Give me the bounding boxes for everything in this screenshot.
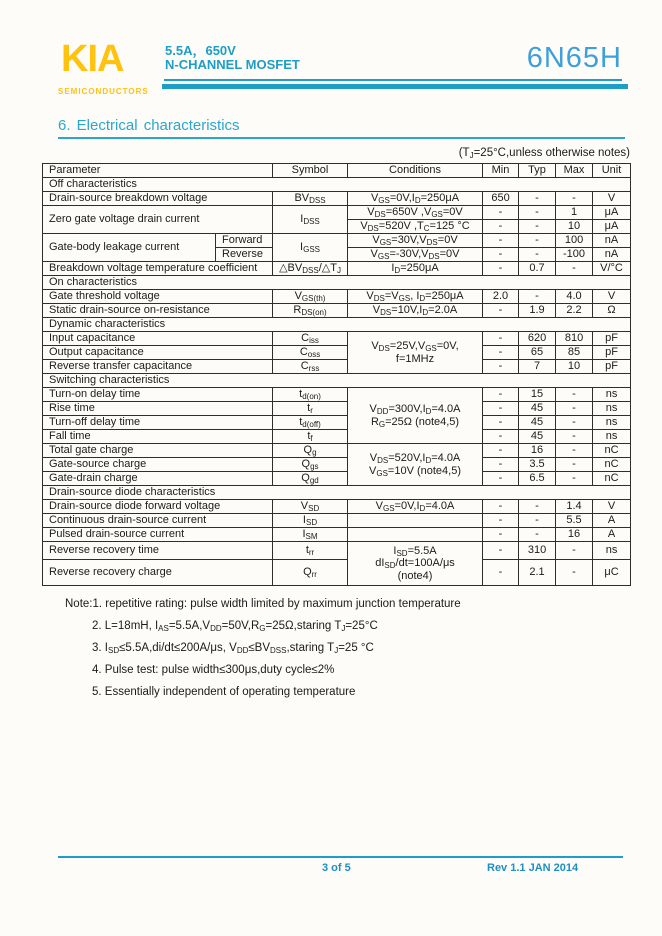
- device-type: N-CHANNEL MOSFET: [165, 57, 300, 72]
- table-row: [43, 528, 631, 542]
- typ-cell: -: [519, 192, 556, 206]
- parameter-cell: Reverse transfer capacitance: [43, 360, 273, 374]
- unit-cell: μC: [593, 560, 631, 586]
- unit-cell: nA: [593, 234, 631, 248]
- parameter-cell: Total gate charge: [43, 444, 273, 458]
- table-row: [43, 290, 631, 304]
- min-cell: -: [483, 248, 519, 262]
- parameter-cell: Gate-body leakage current: [43, 234, 216, 262]
- symbol-cell: $Q_{rr}$: [273, 560, 348, 586]
- unit-cell: μA: [593, 206, 631, 220]
- min-cell: -: [483, 514, 519, 528]
- table-row: [43, 402, 631, 416]
- symbol-cell: $t_f$: [273, 430, 348, 444]
- symbol-cell: $BV_{DSS}$: [273, 192, 348, 206]
- table-row: [43, 444, 631, 458]
- min-cell: -: [483, 560, 519, 586]
- table-row: [43, 416, 631, 430]
- max-cell: 1: [556, 206, 593, 220]
- typ-cell: -: [519, 206, 556, 220]
- max-cell: 4.0: [556, 290, 593, 304]
- table-row: [43, 500, 631, 514]
- symbol-cell: $Q_{gs}$: [273, 458, 348, 472]
- symbol-cell: $\triangle BV_{DSS}/\triangle T_J$: [273, 262, 348, 276]
- min-cell: -: [483, 304, 519, 318]
- parameter-cell: Input capacitance: [43, 332, 273, 346]
- typ-cell: 3.5: [519, 458, 556, 472]
- parameter-cell: Reverse recovery charge: [43, 560, 273, 586]
- note-line: 4. Pulse test: pulse width≤300μs,duty cycle≤2%: [92, 664, 335, 676]
- unit-cell: ns: [593, 402, 631, 416]
- conditions-cell: $V_{DD}=300V,I_D=4.0A$ $R_G=25\Omega$ (note4,5): [348, 388, 483, 444]
- parameter-cell: Rise time: [43, 402, 273, 416]
- col-header-parameter: Parameter: [43, 164, 273, 178]
- typ-cell: -: [519, 248, 556, 262]
- conditions-cell: $V_{GS}=30V,V_{DS}=0V$: [348, 234, 483, 248]
- typ-cell: -: [519, 234, 556, 248]
- max-cell: 16: [556, 528, 593, 542]
- typ-cell: 45: [519, 430, 556, 444]
- conditions-cell: $V_{GS}=-30V,V_{DS}=0V$: [348, 248, 483, 262]
- table-row: [43, 192, 631, 206]
- symbol-cell: $I_{DSS}$: [273, 206, 348, 234]
- symbol-cell: $t_r$: [273, 402, 348, 416]
- min-cell: -: [483, 444, 519, 458]
- table-row: [43, 560, 631, 586]
- parameter-cell: Turn-off delay time: [43, 416, 273, 430]
- unit-cell: pF: [593, 360, 631, 374]
- section-label: Off characteristics: [43, 178, 631, 192]
- parameter-cell: Continuous drain-source current: [43, 514, 273, 528]
- symbol-cell: $C_{iss}$: [273, 332, 348, 346]
- max-cell: -: [556, 192, 593, 206]
- symbol-cell: $V_{SD}$: [273, 500, 348, 514]
- note-line: 3. $I_{SD}\le 5.5A,di/dt\le 200A/\mu s$, $V_{DD}\le BV_{DSS},staring$ $T_J=25$ °C: [92, 642, 374, 655]
- max-cell: 810: [556, 332, 593, 346]
- parameter-cell: Pulsed drain-source current: [43, 528, 273, 542]
- min-cell: -: [483, 528, 519, 542]
- header-rule-thick: [162, 84, 628, 89]
- section-label: Switching characteristics: [43, 374, 631, 388]
- parameter-cell: Fall time: [43, 430, 273, 444]
- min-cell: -: [483, 430, 519, 444]
- parameter-sub-cell: Reverse: [216, 248, 273, 262]
- note-line: Note:1. repetitive rating: pulse width limited by maximum junction temperature: [65, 598, 461, 610]
- table-header-row: [43, 164, 631, 178]
- typ-cell: -: [519, 514, 556, 528]
- table-section-row: [43, 318, 631, 332]
- typ-cell: 15: [519, 388, 556, 402]
- max-cell: -100: [556, 248, 593, 262]
- parameter-cell: Reverse recovery time: [43, 542, 273, 560]
- table-row: [43, 346, 631, 360]
- typ-cell: 45: [519, 416, 556, 430]
- note-line: 5. Essentially independent of operating temperature: [92, 686, 356, 698]
- min-cell: -: [483, 262, 519, 276]
- unit-cell: ns: [593, 388, 631, 402]
- max-cell: -: [556, 458, 593, 472]
- min-cell: -: [483, 220, 519, 234]
- max-cell: 85: [556, 346, 593, 360]
- max-cell: 100: [556, 234, 593, 248]
- conditions-cell: $I_{SD}=5.5A$ $dI_{SD}/dt=100A/\mu s$ (note4): [348, 542, 483, 586]
- table-section-row: [43, 276, 631, 290]
- table-row: [43, 542, 631, 560]
- max-cell: 10: [556, 220, 593, 234]
- conditions-cell: $V_{DS}=520V$ $,T_C=125$ °C: [348, 220, 483, 234]
- symbol-cell: $I_{GSS}$: [273, 234, 348, 262]
- unit-cell: nC: [593, 444, 631, 458]
- conditions-cell: [348, 514, 483, 528]
- brand-logo-subtext: SEMICONDUCTORS: [58, 87, 149, 96]
- unit-cell: nC: [593, 472, 631, 486]
- table-row: [43, 332, 631, 346]
- footer-rule: [58, 856, 623, 858]
- typ-cell: 620: [519, 332, 556, 346]
- header-rule-thin: [164, 79, 622, 81]
- table-row: [43, 262, 631, 276]
- unit-cell: μA: [593, 220, 631, 234]
- symbol-cell: $t_{d(off)}$: [273, 416, 348, 430]
- typ-cell: 310: [519, 542, 556, 560]
- table-section-row: [43, 178, 631, 192]
- table-row: [43, 514, 631, 528]
- notes-block: [65, 598, 461, 708]
- table-row: [43, 234, 631, 248]
- min-cell: 650: [483, 192, 519, 206]
- symbol-cell: $V_{GS(th)}$: [273, 290, 348, 304]
- table-section-row: [43, 374, 631, 388]
- max-cell: -: [556, 472, 593, 486]
- col-header-typ: Typ: [519, 164, 556, 178]
- typ-cell: 6.5: [519, 472, 556, 486]
- min-cell: -: [483, 234, 519, 248]
- parameter-cell: Zero gate voltage drain current: [43, 206, 273, 234]
- min-cell: 2.0: [483, 290, 519, 304]
- max-cell: -: [556, 542, 593, 560]
- max-cell: 5.5: [556, 514, 593, 528]
- conditions-cell: $V_{DS}=25V,V_{GS}=0V$, f=1MHz: [348, 332, 483, 374]
- conditions-cell: $V_{DS}=650V$ $,V_{GS}=0V$: [348, 206, 483, 220]
- min-cell: -: [483, 206, 519, 220]
- section-label: Dynamic characteristics: [43, 318, 631, 332]
- symbol-cell: $t_{d(on)}$: [273, 388, 348, 402]
- max-cell: -: [556, 444, 593, 458]
- col-header-symbol: Symbol: [273, 164, 348, 178]
- table-row: [43, 472, 631, 486]
- unit-cell: ns: [593, 430, 631, 444]
- conditions-cell: $V_{GS}=0V,I_D=4.0A$: [348, 500, 483, 514]
- typ-cell: -: [519, 528, 556, 542]
- symbol-cell: $R_{DS(on)}$: [273, 304, 348, 318]
- conditions-cell: [348, 528, 483, 542]
- note-line: 2. L=18mH, $I_{AS}=5.5A,V_{DD}=50V,R_G=25\Omega,staring$ $T_J=25^\circ C$: [92, 620, 378, 633]
- unit-cell: ns: [593, 542, 631, 560]
- table-row: [43, 430, 631, 444]
- unit-cell: Ω: [593, 304, 631, 318]
- conditions-cell: $V_{DS}=520V,I_D=4.0A$ $V_{GS}=10V$ (note4,5): [348, 444, 483, 486]
- table-row: [43, 360, 631, 374]
- typ-cell: -: [519, 500, 556, 514]
- section-title: 6. Electrical characteristics: [58, 117, 625, 139]
- symbol-cell: $t_{rr}$: [273, 542, 348, 560]
- parameter-cell: Breakdown voltage temperature coefficient: [43, 262, 273, 276]
- min-cell: -: [483, 332, 519, 346]
- symbol-cell: $C_{rss}$: [273, 360, 348, 374]
- typ-cell: 7: [519, 360, 556, 374]
- min-cell: -: [483, 472, 519, 486]
- brand-logo: KIA: [61, 38, 124, 80]
- symbol-cell: $I_{SD}$: [273, 514, 348, 528]
- conditions-cell: $V_{GS}=0V,I_D=250\mu A$: [348, 192, 483, 206]
- symbol-cell: $C_{oss}$: [273, 346, 348, 360]
- typ-cell: 0.7: [519, 262, 556, 276]
- unit-cell: pF: [593, 332, 631, 346]
- max-cell: -: [556, 430, 593, 444]
- symbol-cell: $Q_g$: [273, 444, 348, 458]
- min-cell: -: [483, 500, 519, 514]
- table-row: [43, 206, 631, 220]
- parameter-sub-cell: Forward: [216, 234, 273, 248]
- min-cell: -: [483, 402, 519, 416]
- max-cell: 10: [556, 360, 593, 374]
- min-cell: -: [483, 388, 519, 402]
- device-rating: 5.5A，650V: [165, 43, 236, 58]
- max-cell: 2.2: [556, 304, 593, 318]
- max-cell: -: [556, 560, 593, 586]
- section-label: On characteristics: [43, 276, 631, 290]
- table-section-row: [43, 486, 631, 500]
- unit-cell: nC: [593, 458, 631, 472]
- min-cell: -: [483, 458, 519, 472]
- max-cell: 1.4: [556, 500, 593, 514]
- electrical-characteristics-table: [42, 163, 631, 586]
- typ-cell: 45: [519, 402, 556, 416]
- col-header-unit: Unit: [593, 164, 631, 178]
- min-cell: -: [483, 542, 519, 560]
- col-header-max: Max: [556, 164, 593, 178]
- table-row: [43, 388, 631, 402]
- typ-cell: -: [519, 290, 556, 304]
- typ-cell: 16: [519, 444, 556, 458]
- typ-cell: 1.9: [519, 304, 556, 318]
- max-cell: -: [556, 388, 593, 402]
- test-condition-note: ($T_J=25^\circ C,unless$ otherwise notes): [458, 147, 630, 160]
- parameter-cell: Drain-source breakdown voltage: [43, 192, 273, 206]
- unit-cell: A: [593, 528, 631, 542]
- table-row: [43, 458, 631, 472]
- parameter-cell: Output capacitance: [43, 346, 273, 360]
- conditions-cell: $V_{DS}=10V,I_D=2.0A$: [348, 304, 483, 318]
- min-cell: -: [483, 416, 519, 430]
- table-row: [43, 304, 631, 318]
- parameter-cell: Static drain-source on-resistance: [43, 304, 273, 318]
- parameter-cell: Gate-source charge: [43, 458, 273, 472]
- unit-cell: V/°C: [593, 262, 631, 276]
- unit-cell: nA: [593, 248, 631, 262]
- unit-cell: V: [593, 290, 631, 304]
- max-cell: -: [556, 262, 593, 276]
- min-cell: -: [483, 346, 519, 360]
- unit-cell: ns: [593, 416, 631, 430]
- max-cell: -: [556, 416, 593, 430]
- section-label: Drain-source diode characteristics: [43, 486, 631, 500]
- col-header-conditions: Conditions: [348, 164, 483, 178]
- part-number: 6N65H: [526, 42, 622, 74]
- symbol-cell: $I_{SM}$: [273, 528, 348, 542]
- symbol-cell: $Q_{gd}$: [273, 472, 348, 486]
- unit-cell: A: [593, 514, 631, 528]
- typ-cell: -: [519, 220, 556, 234]
- parameter-cell: Turn-on delay time: [43, 388, 273, 402]
- unit-cell: V: [593, 500, 631, 514]
- conditions-cell: $V_{DS}=V_{GS}$, $I_D=250\mu A$: [348, 290, 483, 304]
- max-cell: -: [556, 402, 593, 416]
- min-cell: -: [483, 360, 519, 374]
- parameter-cell: Gate-drain charge: [43, 472, 273, 486]
- typ-cell: 2.1: [519, 560, 556, 586]
- revision-label: Rev 1.1 JAN 2014: [487, 862, 579, 874]
- typ-cell: 65: [519, 346, 556, 360]
- parameter-cell: Gate threshold voltage: [43, 290, 273, 304]
- page-indicator: 3 of 5: [322, 862, 351, 874]
- unit-cell: V: [593, 192, 631, 206]
- conditions-cell: $I_D=250\mu A$: [348, 262, 483, 276]
- col-header-min: Min: [483, 164, 519, 178]
- parameter-cell: Drain-source diode forward voltage: [43, 500, 273, 514]
- unit-cell: pF: [593, 346, 631, 360]
